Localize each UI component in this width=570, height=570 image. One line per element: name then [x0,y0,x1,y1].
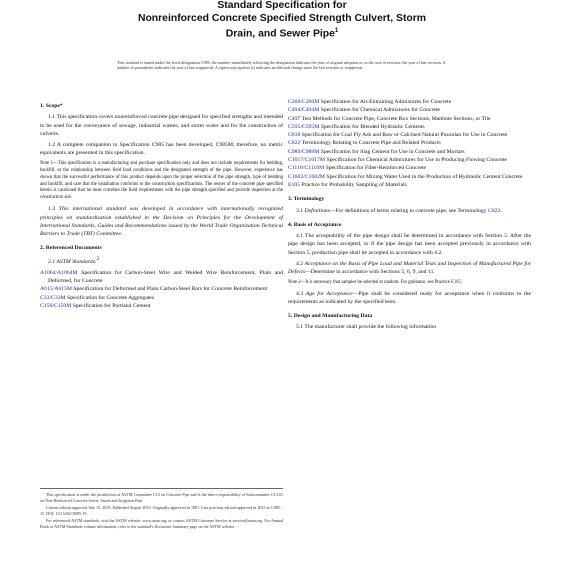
paragraph-4-3-number: 4.3 [296,290,306,297]
paragraph-5-1: 5.1 The manufacturer shall provide the following information [296,324,437,331]
reference-code-link[interactable]: C1116/C1116M [288,165,325,172]
paragraph-4-1: 4.1 The acceptability of the pipe design shall be determined in accordance with Section 5. After the pipe design has been accepted, or if the pipe design has been accepted previously in accordance with Section 5, production pipe shall be accepted in accordance with 4.2. [288,233,531,256]
paragraph-4-3-text: —Pipe shall be considered ready for acceptance when it conforms to the requirements as indicated by the specified tests. [288,290,532,305]
paragraph-2-1-text: 2.1 ASTM Standards: [48,258,97,265]
reference-title: Specification for Fiber-Reinforced Concrete [324,165,427,172]
footnote-1-edition: Current edition approved July 15, 2019. Published August 2019. Originally approved in 1981. Last previous edition approved in 2015 as C985 – 15. DOI: 10.1520/C0985-19. [40,505,283,516]
paragraph-2-1 [40,256,283,266]
footnote-mark-2: 2 [96,256,100,262]
paragraph-3-1-text: —For definitions of terms relating to concrete pipe, see Terminology [329,207,489,214]
reference-code-link[interactable]: C497 [288,115,301,122]
document-title [117,0,447,41]
reference-item [40,294,283,302]
paragraph-4-3 [288,290,531,307]
reference-code-link[interactable]: C260/C260M [288,99,320,105]
paragraph-3-1 [288,207,531,215]
title-line-3-text: Drain, and Sewer Pipe [225,28,335,40]
paragraph-1-3: 1.3 This international standard was developed in accordance with internationally recognized principles on standardization established in the Decision on Principles for the Development of International Standards, Guides and Recommendations issued by the World Trade Organization Technical Barriers to Trade (TBT) Committee. [40,206,283,238]
reference-code-link[interactable]: C822 [288,140,301,147]
note-2 [288,280,531,287]
reference-title: Specification for Mixing Water Used in the Production of Hydraulic Cement Concrete [324,173,523,180]
reference-title: Specification for Blended Hydraulic Cements [319,123,425,130]
paragraph-4-2-text: —Determine in accordance with Sections 5, 6, 9, and 11. [305,269,435,276]
c822-link[interactable]: C822 [488,207,501,214]
title-footnote-mark: 1 [334,28,339,35]
reference-item [288,98,531,106]
reference-item [288,123,531,131]
reference-title: Practice for Probability Sampling of Materials [300,181,407,188]
reference-title: Specification for Chemical Admixtures for Use in Producing Flowing Concrete [324,157,507,164]
reference-item [40,285,283,293]
reference-title: Specification for Concrete Aggregates [65,294,155,301]
reference-code-link[interactable]: C618 [288,132,301,139]
reference-item [40,269,283,286]
reference-code-link[interactable]: C1017/C1017M [288,157,325,164]
paragraph-4-2-title: Acceptance on the Basis of Pipe Load and Material Tests and Inspection of Manufactured Pipe for Defects [288,261,531,276]
reference-code-link[interactable]: C150/C150M [40,303,72,310]
reference-item [288,181,531,189]
designation-notice: This standard is issued under the fixed designation C985; the number immediately following the designation indicates the year of original adoption or, in the case of revision, the year of last revision. A number in parentheses indicates the year of last reapproval. A superscript epsilon (ε) indicates an editorial change since the last revision or reapproval. [117,60,446,71]
reference-item [288,139,531,147]
left-reference-list [40,269,283,310]
reference-item [288,131,531,139]
left-column [40,96,283,310]
note-1: Note 1—This specification is a manufacturing and purchase specification only and does not include requirements for bedding, backfill, or the relationship between field load conditions and the designated strength of the pipe. However, experience has shown that the successful performance of this product depends upon the proper selection of the pipe strength, type of bedding and backfill, and care that the installation conforms to the construction specifications. The owner of the concrete pipe specified herein is cautioned that he must correlate the field requirements with the pipe strength specified and provide inspection at the construction site. [40,160,283,201]
footnote-2: For referenced ASTM standards, visit the ASTM website, www.astm.org, or contact ASTM Customer Service at service@astm.org. For Annual Book of ASTM Standards volume information, refer to the standard's Document Summary page on the ASTM website. [40,518,283,529]
title-line-3 [117,25,447,41]
reference-code-link[interactable]: C494/C494M [288,107,320,114]
reference-code-link[interactable]: C1602/C1602M [288,173,325,180]
paragraph-1-2: 1.2 A complete companion to Specification C985 has been developed, C985M; therefore, no metric equivalents are presented in this specification. [40,142,283,157]
terminology-heading: 3. Terminology [288,196,325,203]
e105-link[interactable]: E105 [450,279,461,285]
reference-code-link[interactable]: C595/C595M [288,123,320,130]
reference-title: Specification for Deformed and Plain Carbon-Steel Bars for Concrete Reinforcement [71,286,268,293]
reference-code-link[interactable]: A615/A615M [40,286,72,293]
reference-code-link[interactable]: E105 [288,181,301,188]
footnote-1: This specification is under the jurisdiction of ASTM Committee C13 on Concrete Pipe and is the direct responsibility of Subcommittee C13.01 on Non-Reinforced Concrete Sewer, Storm and Irrigation Pipe. [40,492,283,503]
right-reference-list [288,98,531,189]
referenced-documents-heading: 2. Referenced Documents [40,245,102,252]
title-line-1: Standard Specification for [217,0,347,11]
reference-item [288,173,531,181]
reference-item [288,106,531,114]
paragraph-4-3-title: Age for Acceptance [305,290,353,297]
reference-title: Terminology Relating to Concrete Pipe and Related Products [300,140,441,147]
footnotes [40,488,283,532]
reference-title: Specification for Coal Fly Ash and Raw or Calcined Natural Pozzolan for Use in Concrete [300,132,508,139]
reference-code-link[interactable]: A1064/A1064M [40,269,78,276]
reference-title: Specification for Slag Cement for Use in Concrete and Mortars [319,148,465,155]
title-line-2: Nonreinforced Concrete Specified Strength Culvert, Storm [137,12,427,24]
scope-heading: 1. Scope* [40,103,63,109]
reference-title: Test Methods for Concrete Pipe, Concrete Box Sections, Manhole Sections, or Tile [300,115,491,122]
paragraph-3-1-end: . [500,207,502,214]
paragraph-4-2-number: 4.2 [296,261,305,268]
paragraph-3-1-number: 3.1 [296,207,305,214]
basis-of-acceptance-heading: 4. Basis of Acceptance [288,221,342,228]
note-2-end: . [460,279,463,285]
paragraph-3-1-title: Definitions [304,207,330,214]
reference-title: Specification for Carbon-Steel Wire and Welded Wire Reinforcement, Plain and Deformed, for Concrete [48,269,283,285]
reference-code-link[interactable]: C33/C33M [40,294,66,301]
reference-item [288,115,531,123]
reference-title: Specification for Chemical Admixtures for Concrete [319,107,440,114]
note-2-text: Note 2—It is necessary that samples be selected at random. For guidance, see Practice [288,279,451,285]
reference-title: Specification for Air-Entraining Admixtures for Concrete [319,99,452,105]
reference-code-link[interactable]: C989/C989M [288,148,320,155]
reference-item [40,302,283,310]
paragraph-4-2 [288,260,531,277]
reference-item [288,156,531,164]
reference-item [288,148,531,156]
right-column [288,98,531,335]
paragraph-1-1: 1.1 This specification covers nonreinforced concrete pipe designed for specified strengths and intended to be used for the conveyance of sewage, industrial wastes, and storm water and for the construction of culverts. [40,114,283,137]
design-data-heading: 5. Design and Manufacturing Data [288,313,373,320]
reference-title: Specification for Portland Cement [71,303,151,310]
reference-item [288,164,531,172]
